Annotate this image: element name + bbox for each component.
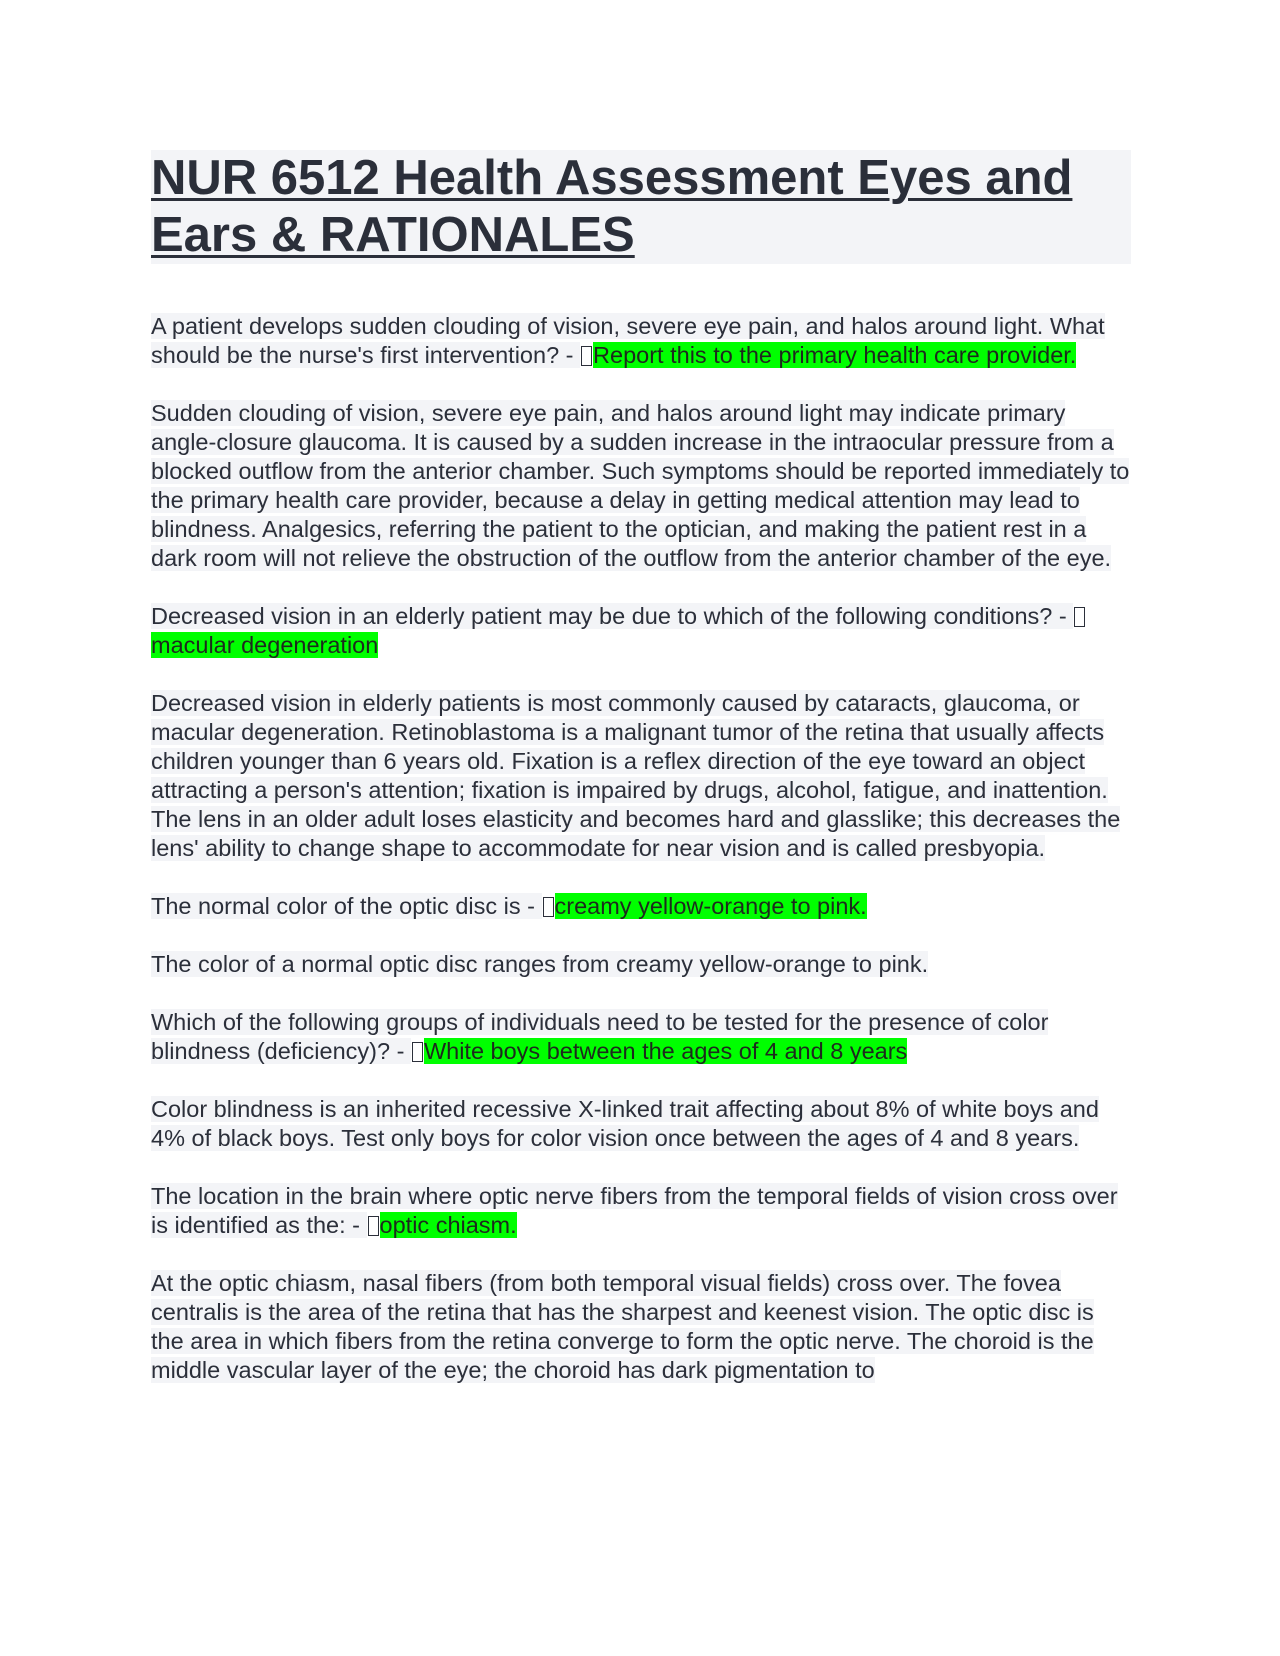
question-5	[151, 1182, 1131, 1240]
answer-highlight: creamy yellow-orange to pink.	[554, 893, 867, 919]
question-text: Which of the following groups of individuals need to be tested for the presence of color blindness (deficiency)? -	[151, 1009, 1049, 1064]
question-text: The location in the brain where optic nerve fibers from the temporal fields of vision cross over is identified as the: -	[151, 1183, 1118, 1238]
rationale-1	[151, 399, 1131, 573]
rationale-2	[151, 689, 1131, 863]
missing-glyph-icon	[543, 897, 554, 917]
question-3	[151, 892, 1131, 921]
question-4	[151, 1008, 1131, 1066]
question-text: A patient develops sudden clouding of vision, severe eye pain, and halos around light. What should be the nurse's first intervention? -	[151, 313, 1105, 368]
missing-glyph-icon	[581, 346, 592, 366]
rationale-text: Decreased vision in elderly patients is most commonly caused by cataracts, glaucoma, or macular degeneration. Retinoblastoma is a malignant tumor of the retina that usually affects children younger than 6 years old. Fixation is a reflex direction of the eye toward an object attracting a person's attention; fixation is impaired by drugs, alcohol, fatigue, and inattention. The lens in an older adult loses elasticity and becomes hard and glasslike; this decreases the lens' ability to change shape to accommodate for near vision and is called presbyopia.	[151, 690, 1121, 861]
answer-highlight: Report this to the primary health care provider.	[593, 342, 1077, 368]
question-2	[151, 602, 1131, 660]
question-text: The normal color of the optic disc is -	[151, 893, 542, 919]
missing-glyph-icon	[412, 1042, 423, 1062]
rationale-5	[151, 1269, 1131, 1385]
question-text: Decreased vision in an elderly patient may be due to which of the following conditions? -	[151, 603, 1074, 629]
answer-highlight: macular degeneration	[151, 632, 379, 658]
document-page	[151, 150, 1131, 1414]
rationale-text: Sudden clouding of vision, severe eye pain, and halos around light may indicate primary angle-closure glaucoma. It is caused by a sudden increase in the intraocular pressure from a blocked outflow from the anterior chamber. Such symptoms should be reported immediately to the primary health care provider, because a delay in getting medical attention may lead to blindness. Analgesics, referring the patient to the optician, and making the patient rest in a dark room will not relieve the obstruction of the outflow from the anterior chamber of the eye.	[151, 400, 1130, 571]
rationale-text: The color of a normal optic disc ranges from creamy yellow-orange to pink.	[151, 951, 929, 977]
rationale-text: At the optic chiasm, nasal fibers (from both temporal visual fields) cross over. The fovea centralis is the area of the retina that has the sharpest and keenest vision. The optic disc is the area in which fibers from the retina converge to form the optic nerve. The choroid is the middle vascular layer of the eye; the choroid has dark pigmentation to	[151, 1270, 1094, 1383]
rationale-3	[151, 950, 1131, 979]
document-title: NUR 6512 Health Assessment Eyes and Ears & RATIONALES	[151, 150, 1131, 264]
answer-highlight: optic chiasm.	[379, 1212, 517, 1238]
question-1	[151, 312, 1131, 370]
rationale-text: Color blindness is an inherited recessive X-linked trait affecting about 8% of white boys and 4% of black boys. Test only boys for color vision once between the ages of 4 and 8 years.	[151, 1096, 1099, 1151]
qa-content	[151, 312, 1131, 1385]
missing-glyph-icon	[1074, 607, 1085, 627]
missing-glyph-icon	[368, 1216, 379, 1236]
answer-highlight: White boys between the ages of 4 and 8 years	[423, 1038, 908, 1064]
rationale-4	[151, 1095, 1131, 1153]
